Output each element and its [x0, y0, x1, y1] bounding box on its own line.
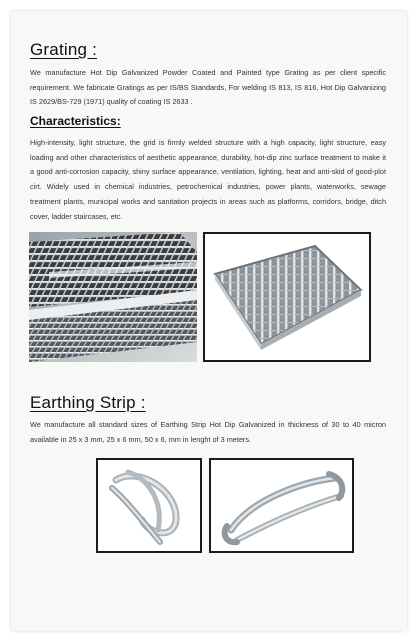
- earthing-heading: Earthing Strip :: [30, 393, 146, 412]
- grating-heading: Grating :: [30, 40, 97, 59]
- grating-description: We manufacture Hot Dip Galvanized Powder Coated and Painted type Grating as per client specific requirement. We fabricate Gratings as per IS/BS Standards, For welding IS 813, IS 816, Hot Dip Galvanizing IS 2629/BS-729 (1971) quality of coating IS 2633 .: [30, 68, 386, 107]
- earthing-strip-coil-photo: [96, 458, 202, 553]
- stacked-gratings-photo: [29, 232, 197, 362]
- earthing-description: We manufacture all standard sizes of Earthing Strip Hot Dip Galvanized in thickness of 30 to 40 micron available in 25 x 3 mm, 25 x 6 mm, 50 x 6, mm in lenght of 3 meters.: [30, 420, 386, 444]
- characteristics-heading: Characteristics:: [30, 114, 121, 128]
- characteristics-text: High-intensity, light structure, the grid is firmly welded structure with a high capacity, light structure, easy loading and other characteristics of aesthetic appearance, durability, hot-dip zinc surface treatment to make it a good anti-corrosion capacity, shiny surface appearance, ventilation, lighting, heat and anti-skid of good-plot cirt. Widely used in chemical industries, petrochemical industries, power plants, waterworks, sewage treatment plants, municipal works and sanitation projects in areas such as platforms, corridors, bridge, ditch cover, ladder staircases, etc.: [30, 138, 386, 221]
- earthing-strip-bundle-photo: [209, 458, 354, 553]
- earthing-strip-bundle-image: [211, 460, 352, 551]
- earthing-strip-coil-image: [98, 460, 200, 551]
- grating-panel-image: [205, 234, 369, 360]
- grating-panel-photo: [203, 232, 371, 362]
- stacked-gratings-image: [29, 232, 197, 362]
